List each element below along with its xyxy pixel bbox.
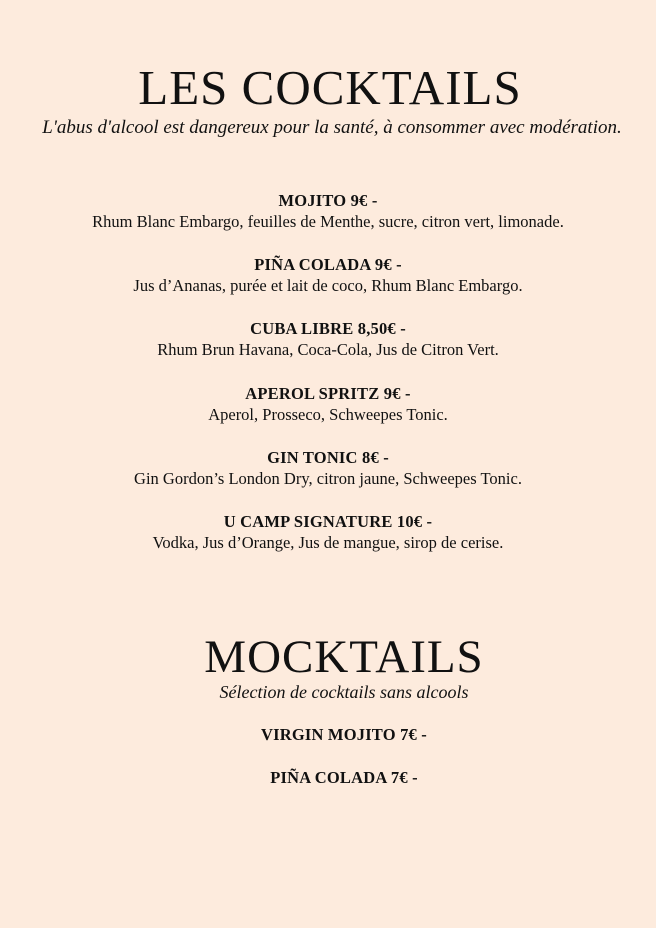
mocktails-subtitle: Sélection de cocktails sans alcools xyxy=(219,682,469,702)
cocktail-item-cuba-libre xyxy=(0,318,656,361)
cocktails-subtitle: L'abus d'alcool est dangereux pour la santé, à consommer avec modération. xyxy=(42,117,622,138)
cocktails-title: LES COCKTAILS xyxy=(138,60,522,115)
cocktail-name: APEROL SPRITZ 9€ - xyxy=(245,384,411,403)
cocktail-item-aperol-spritz xyxy=(0,383,656,426)
cocktail-item-u-camp-signature xyxy=(0,511,656,554)
mocktail-name: PIÑA COLADA 7€ - xyxy=(270,768,418,787)
cocktail-item-gin-tonic xyxy=(0,447,656,490)
cocktail-name: PIÑA COLADA 9€ - xyxy=(254,255,402,274)
cocktail-description: Jus d’Ananas, purée et lait de coco, Rhum Blanc Embargo. xyxy=(133,276,523,295)
cocktail-description: Vodka, Jus d’Orange, Jus de mangue, sirop de cerise. xyxy=(152,533,504,552)
mocktail-item-virgin-mojito xyxy=(16,724,656,745)
cocktail-description: Rhum Brun Havana, Coca-Cola, Jus de Citron Vert. xyxy=(157,340,499,359)
mocktail-name: VIRGIN MOJITO 7€ - xyxy=(260,725,427,744)
cocktail-item-pina-colada xyxy=(0,254,656,297)
mocktail-item-pina-colada xyxy=(16,767,656,788)
mocktails-title: MOCKTAILS xyxy=(204,631,484,683)
cocktail-item-mojito xyxy=(0,190,656,233)
cocktail-name: GIN TONIC 8€ - xyxy=(267,448,389,467)
cocktail-name: MOJITO 9€ - xyxy=(278,191,378,210)
cocktail-name: U CAMP SIGNATURE 10€ - xyxy=(223,512,433,531)
cocktail-description: Aperol, Prosseco, Schweepes Tonic. xyxy=(208,405,448,424)
cocktail-name: CUBA LIBRE 8,50€ - xyxy=(250,319,406,338)
cocktail-description: Rhum Blanc Embargo, feuilles de Menthe, sucre, citron vert, limonade. xyxy=(92,212,564,231)
cocktail-description: Gin Gordon’s London Dry, citron jaune, Schweepes Tonic. xyxy=(134,469,522,488)
